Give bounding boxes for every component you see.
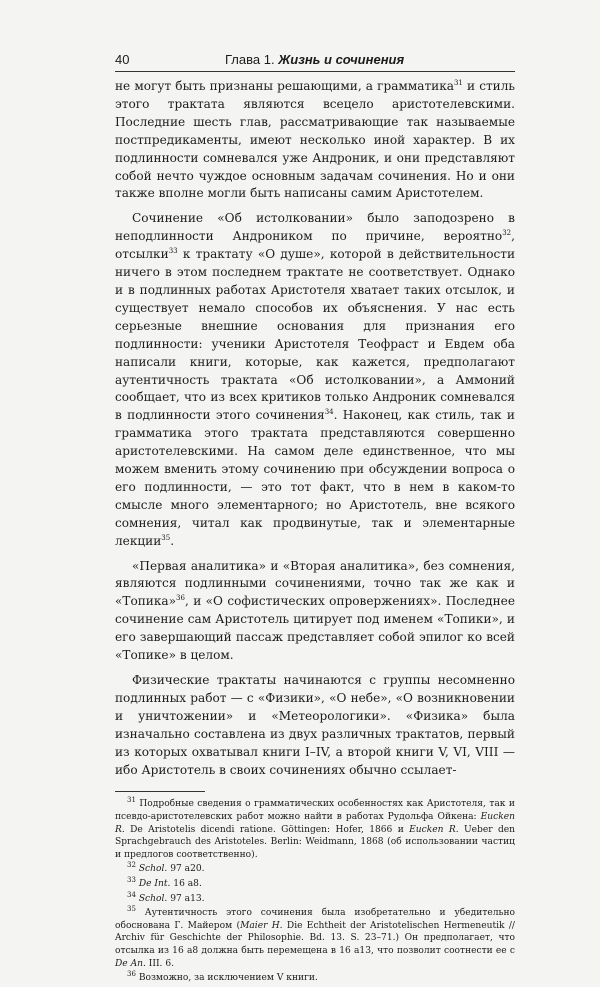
footnote (115, 798, 515, 861)
footnote-ref: 32 (502, 229, 512, 238)
running-head (115, 52, 515, 72)
text-run: III. 6. (145, 958, 175, 969)
footnote-number: 33 (127, 875, 136, 884)
footnote-number: 35 (127, 905, 136, 914)
footnote-ref: 31 (453, 78, 463, 87)
text-run: . (170, 533, 175, 548)
footnote-ref: 33 (168, 247, 178, 256)
paragraph (115, 78, 515, 203)
text-run: , и «О софистических опровержениях». Последнее сочинение сам Аристотель цитирует под именем «Топики», и его завершающий пассаж представляет собой эпилог ко всей «Топике» в целом. (115, 594, 515, 663)
text-run: «Первая аналитика» и «Вторая аналитика», без сомнения, являются подлинными сочинениями, точно так же как и «Топика» (115, 558, 515, 609)
footnote (115, 907, 515, 970)
text-run: 97 a20. (167, 864, 205, 875)
footnote (115, 890, 515, 906)
footnote-number: 36 (127, 970, 136, 979)
footnote-ref: 34 (324, 408, 334, 417)
text-run: 97 a13. (167, 893, 205, 904)
footnote-number: 32 (127, 861, 136, 870)
footnote-number: 31 (127, 796, 136, 805)
footnote-number: 34 (127, 890, 136, 899)
text-run: Ueber den Sprachgebrauch des Aristoteles. Berlin: Weidmann, 1868 (об использовании частиц и предлогов соответственно). (115, 824, 516, 860)
author-name: Maier H. (240, 920, 283, 931)
text-run: Сочинение «Об истолковании» было заподозрено в неподлинности Андроником по причине, вероятно (115, 211, 515, 244)
author-name: Eucken R. (409, 824, 459, 835)
footnotes (115, 798, 515, 984)
text-run: 16 a8. (170, 879, 202, 889)
text-run: не могут быть признаны решающими, а грамматика (115, 79, 454, 93)
text-run: . Наконец, как стиль, так и грамматика этого трактата представляются совершенно аристотелевскими. На самом деле единственное, что мы можем вменить этому сочинению при обсуждении вопроса о его подлинности, — это тот факт, что в нем в каком-то смысле много элементарного; но Аристотель, вне всякого сомнения, читал как продвинутые, так и элементарные лекции (115, 408, 515, 548)
page-number: 40 (115, 52, 130, 67)
text-run: Физические трактаты начинаются с группы несомненно подлинных работ — с «Физики», «О небе», «О возникновении и уничтожении» и «Метеорологики». «Физика» была изначально составлена из двух различных трактатов, первый из которых охватывал книги I–IV, а второй книги V, VI, VIII — ибо Аристотель в своих сочинениях обычно ссылает- (115, 673, 515, 777)
text-run: Возможно, за исключением V книги. (135, 973, 318, 984)
footnote (115, 875, 515, 891)
footnote-ref: 36 (176, 594, 185, 603)
text-run: Подробные сведения о грамматических особенностях как Аристотеля, так и псевдо-аристотелевских работ можно найти в работах Рудольфа Ойкена: (115, 799, 515, 823)
book-page (115, 52, 515, 987)
paragraph (115, 210, 515, 550)
source-abbr: Schol. (138, 893, 168, 904)
text-run: и стиль этого трактата являются всецело аристотелевскими. Последние шесть глав, рассматривающие так называемые постпредикаменты, имеют несколько иной характер. В их подлинности сомневался уже Андроник, и они представляют собой нечто чуждое основным задачам сочинения. Но и они также вполне могли быть написаны самим Аристотелем. (115, 79, 516, 201)
footnote (115, 863, 515, 876)
source-abbr: De Int. (138, 879, 171, 889)
footnote (115, 972, 515, 985)
footnote-ref: 35 (161, 533, 171, 542)
text-run: к трактату «О душе», которой в действительности ничего в этом последнем трактате не соответствует. Однако и в подлинных работах Аристотеля хватает таких отсылок, и существует немало способов их объяснения. У нас есть серьезные внешние основания для признания его подлинности: ученики Аристотеля Теофраст и Евдем оба написали книги, которые, как кажется, предполагают аутентичность трактата «Об истолковании», а Аммоний сообщает, что из всех критиков только Андроник сомневался в подлинности этого сочинения (115, 247, 515, 423)
source-abbr: De An. (115, 958, 146, 969)
paragraph (115, 558, 515, 665)
text-run: Die Echtheit der Aristotelischen Hermeneutik // Archiv für Geschichte der Philosophie. Bd. 13. S. 23–71.) Он предполагает, что отсылка из 16 a8 должна быть перемещена в 16 a13, что позволит соотнести ее с (115, 920, 515, 956)
author-name: Eucken R. (115, 812, 515, 835)
paragraph (115, 672, 515, 779)
footnote-divider (115, 791, 205, 792)
text-run: Аутентичность этого сочинения была изобретательно и убедительно обоснована Г. Майером ( (115, 908, 515, 931)
source-abbr: Schol. (138, 864, 168, 875)
body-text (115, 78, 515, 779)
chapter-label: Глава 1. (225, 52, 275, 67)
text-run: , отсылки (115, 229, 515, 262)
chapter-title: Жизнь и сочинения (278, 52, 405, 67)
text-run: De Aristotelis dicendi ratione. Göttingen: Hofer, 1866 и (124, 824, 410, 835)
